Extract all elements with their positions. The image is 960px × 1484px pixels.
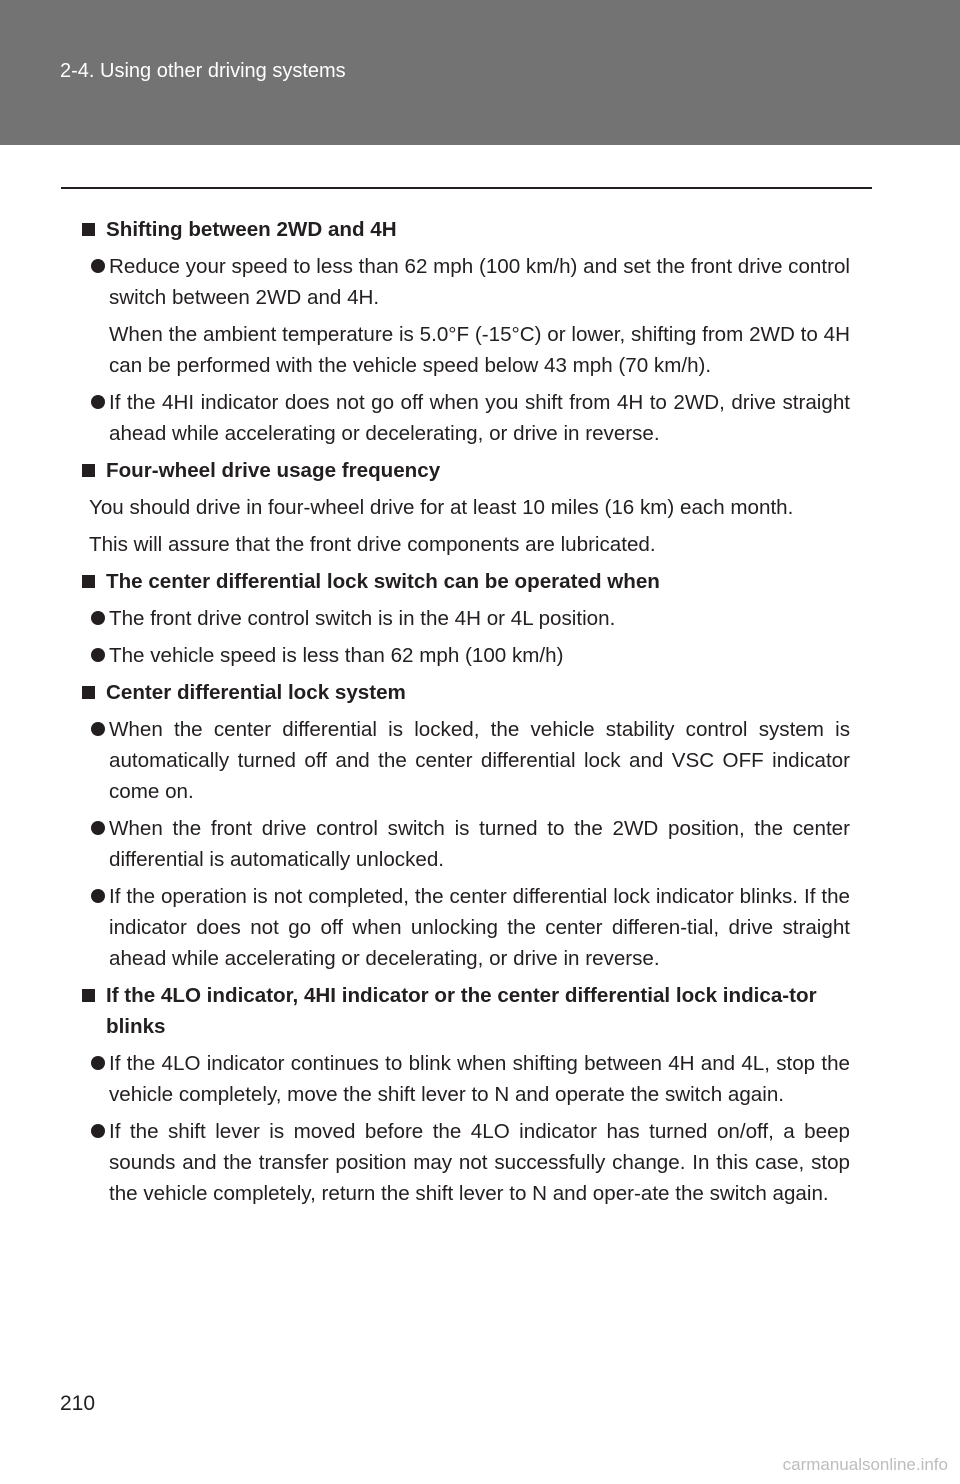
list-item <box>82 714 850 807</box>
list-item <box>82 1116 850 1209</box>
heading-text: Shifting between 2WD and 4H <box>106 218 397 241</box>
list-item <box>82 603 850 634</box>
page-header <box>0 0 960 145</box>
list-item <box>82 640 850 671</box>
circle-bullet-icon <box>91 1124 105 1138</box>
note-text: When the ambient temperature is 5.0°F (-15°C) or lower, shifting from 2WD to 4H can be performed with the vehicle speed below 43 mph (70 km/h). <box>109 323 850 377</box>
circle-bullet-icon <box>91 611 105 625</box>
circle-bullet-icon <box>91 395 105 409</box>
page-body <box>82 214 850 1209</box>
circle-bullet-icon <box>91 722 105 736</box>
list-item-text: If the operation is not completed, the center differential lock indicator blinks. If the indicator does not go off when unlocking the center differen-tial, drive straight ahead while accelerating or decelerating, or drive in reverse. <box>109 885 850 970</box>
circle-bullet-icon <box>91 821 105 835</box>
list-item <box>82 1048 850 1110</box>
watermark: carmanualsonline.info <box>782 1455 948 1474</box>
paragraph: This will assure that the front drive components are lubricated. <box>89 533 656 556</box>
heading-text: The center differential lock switch can be operated when <box>106 570 660 593</box>
section-heading <box>82 214 850 245</box>
section-title: 2-4. Using other driving systems <box>60 60 346 82</box>
list-item <box>82 813 850 875</box>
section-heading <box>82 566 850 597</box>
circle-bullet-icon <box>91 259 105 273</box>
page-number: 210 <box>60 1392 96 1415</box>
list-item-text: If the shift lever is moved before the 4LO indicator has turned on/off, a beep sounds and the transfer position may not successfully change. In this case, stop the vehicle completely, return the shift lever to N and oper-ate the switch again. <box>109 1120 850 1205</box>
section-heading <box>82 677 850 708</box>
list-item-text: When the center differential is locked, the vehicle stability control system is automatically turned off and the center differential lock and VSC OFF indicator come on. <box>109 718 850 803</box>
list-item-text: Reduce your speed to less than 62 mph (100 km/h) and set the front drive control switch between 2WD and 4H. <box>109 255 850 309</box>
square-bullet-icon <box>82 575 95 588</box>
list-item <box>82 387 850 449</box>
list-item-text: If the 4LO indicator continues to blink when shifting between 4H and 4L, stop the vehicle completely, move the shift lever to N and operate the switch again. <box>109 1052 850 1106</box>
heading-text: Four-wheel drive usage frequency <box>106 459 441 482</box>
list-item <box>82 251 850 313</box>
section-heading <box>82 980 850 1042</box>
list-item-text: If the 4HI indicator does not go off when you shift from 4H to 2WD, drive straight ahead while accelerating or decelerating, or drive in reverse. <box>109 391 850 445</box>
list-item <box>82 881 850 974</box>
heading-text: Center differential lock system <box>106 681 406 704</box>
square-bullet-icon <box>82 464 95 477</box>
square-bullet-icon <box>82 989 95 1002</box>
heading-text: If the 4LO indicator, 4HI indicator or the center differential lock indica-tor blinks <box>106 984 817 1038</box>
square-bullet-icon <box>82 223 95 236</box>
list-item-text: When the front drive control switch is turned to the 2WD position, the center differential is automatically unlocked. <box>109 817 850 871</box>
list-item-text: The front drive control switch is in the 4H or 4L position. <box>109 607 616 630</box>
divider <box>61 187 872 189</box>
circle-bullet-icon <box>91 889 105 903</box>
circle-bullet-icon <box>91 648 105 662</box>
list-item-text: The vehicle speed is less than 62 mph (100 km/h) <box>109 644 564 667</box>
square-bullet-icon <box>82 686 95 699</box>
section-heading <box>82 455 850 486</box>
paragraph: You should drive in four-wheel drive for at least 10 miles (16 km) each month. <box>89 496 794 519</box>
circle-bullet-icon <box>91 1056 105 1070</box>
